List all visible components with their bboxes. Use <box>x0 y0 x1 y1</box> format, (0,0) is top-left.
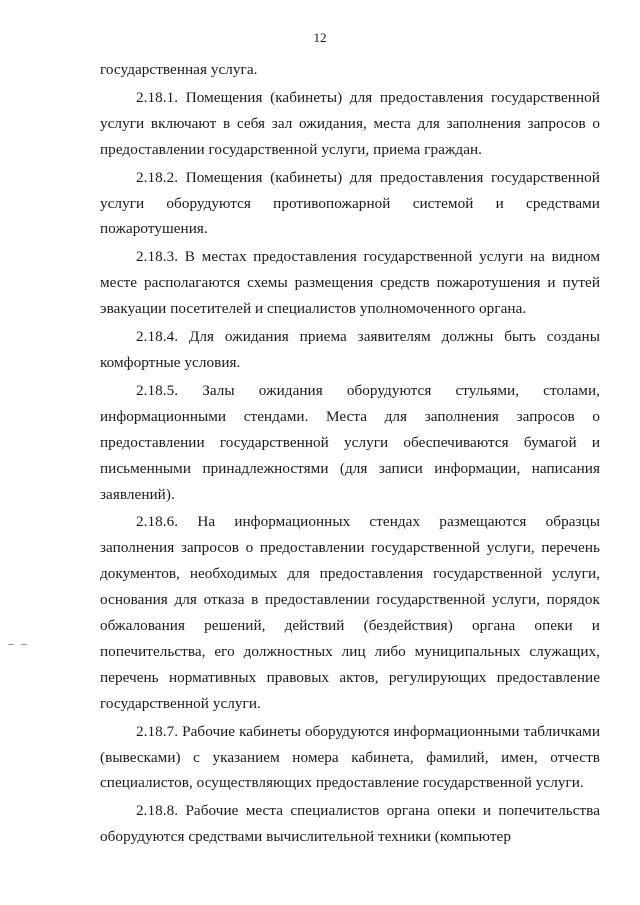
paragraph-2-18-1: 2.18.1. Помещения (кабинеты) для предоставления государственной услуги включают в себя зал ожидания, места для заполнения запросов о предоставлении государственной услуги, приема граждан. <box>100 88 600 158</box>
paragraph-2-18-7: 2.18.7. Рабочие кабинеты оборудуются информационными табличками (вывесками) с указанием номера кабинета, фамилий, имен, отчеств специалистов, осуществляющих предоставление государственной услуги. <box>100 722 600 792</box>
document-body <box>100 57 600 852</box>
paragraph-2-18-4: 2.18.4. Для ожидания приема заявителям должны быть созданы комфортные условия. <box>100 328 600 371</box>
paragraph-2-18-6: 2.18.6. На информационных стендах размещаются образцы заполнения запросов о предоставлении государственной услуги, перечень документов, необходимых для предоставления государственной услуги, основания для отказа в предоставлении государственной услуги, порядок обжалования решений, действий (бездействия) органа опеки и попечительства, его должностных лиц либо муниципальных служащих, перечень нормативных правовых актов, регулирующих предоставление государственной услуги. <box>100 513 600 712</box>
paragraph-2-18-5: 2.18.5. Залы ожидания оборудуются стульями, столами, информационными стендами. Места для заполнения запросов о предоставлении государственной услуги обеспечиваются бумагой и письменными принадлежностями (для записи информации, написания заявлений). <box>100 381 600 503</box>
page-number: 12 <box>313 30 327 45</box>
paragraph-2-18-3: 2.18.3. В местах предоставления государственной услуги на видном месте располагаются схемы размещения средств пожаротушения и путей эвакуации посетителей и специалистов уполномоченного органа. <box>100 248 600 318</box>
paragraph-continuation: государственная услуга. <box>100 61 258 78</box>
margin-mark: – – <box>8 636 29 650</box>
paragraph-2-18-2: 2.18.2. Помещения (кабинеты) для предоставления государственной услуги оборудуются противопожарной системой и средствами пожаротушения. <box>100 168 600 238</box>
paragraph-2-18-8: 2.18.8. Рабочие места специалистов органа опеки и попечительства оборудуются средствами вычислительной техники (компьютер <box>100 802 600 846</box>
